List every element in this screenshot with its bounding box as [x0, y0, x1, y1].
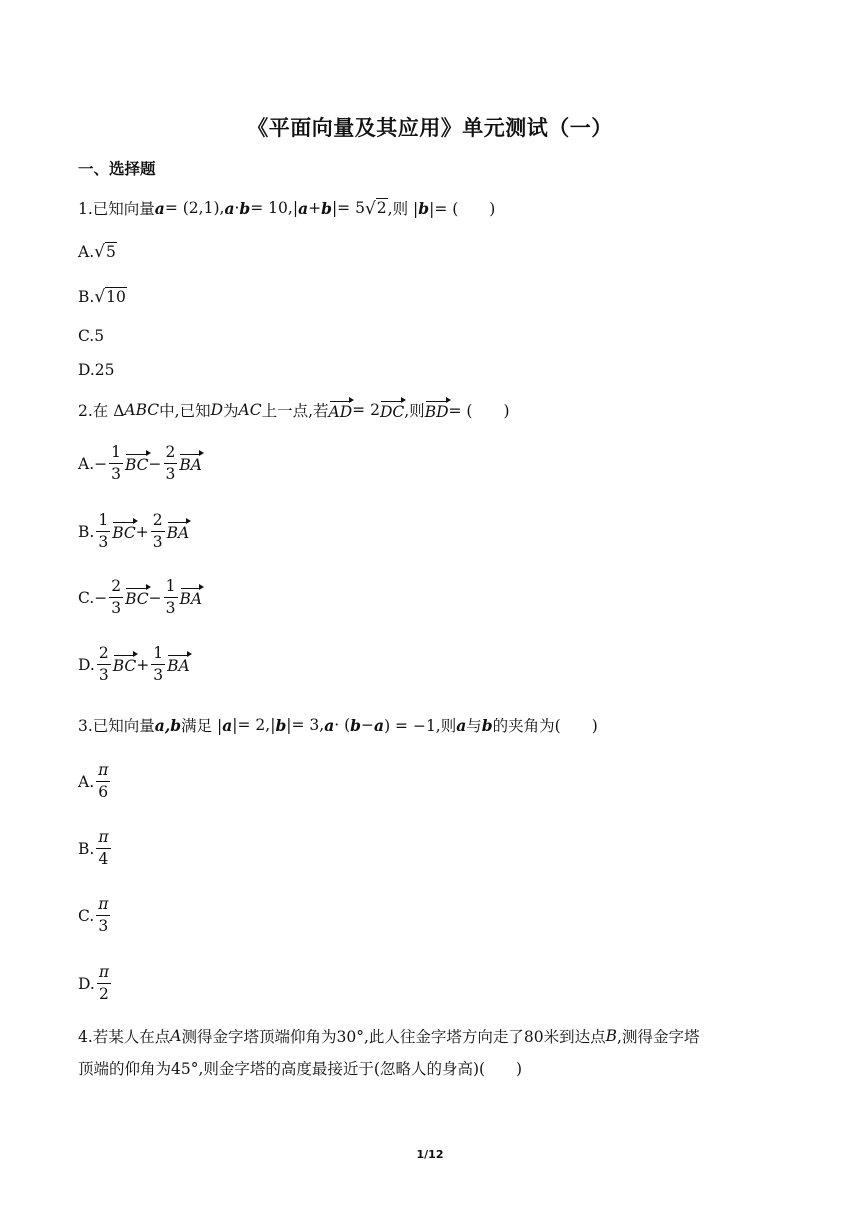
plus-sign: + [136, 655, 150, 674]
option-text: D.25 [78, 361, 115, 379]
q2-text: = ( ) [448, 402, 510, 420]
numerator: 2 [109, 578, 123, 598]
q1-opt-a-sqrt: √ 5 [94, 242, 116, 263]
question-4-stem-line2 [78, 1057, 522, 1079]
q2-option-b[interactable] [78, 512, 189, 551]
question-1-stem [78, 197, 495, 219]
denominator: 4 [98, 850, 109, 869]
q1-text: |= ( ) [429, 200, 496, 218]
q1-option-c[interactable] [78, 327, 104, 345]
q3-text: 的夹角为( ) [492, 717, 598, 735]
q1-text: = 10,| [250, 199, 299, 217]
vector-ba: BA [167, 521, 190, 542]
denominator: 3 [165, 599, 176, 618]
numerator: 2 [151, 512, 165, 532]
q4-text: 4.若某人在点 [78, 1028, 171, 1046]
vector-ba: BA [180, 587, 203, 608]
minus-sign: − [94, 588, 108, 607]
q4-point-a: A [170, 1027, 182, 1045]
q2-triangle: ABC [124, 401, 160, 419]
fraction [109, 444, 123, 483]
fraction [96, 762, 110, 801]
numerator: 2 [97, 645, 111, 665]
q3-text: 满足 | [181, 717, 223, 735]
numerator: 1 [109, 444, 123, 464]
denominator: 3 [98, 666, 109, 685]
denominator: 3 [98, 917, 109, 936]
q1-text: 1.已知向量 [78, 200, 155, 218]
plus-sign: + [135, 522, 149, 541]
q3-text: · ( [334, 716, 351, 734]
question-4-stem [78, 1025, 699, 1047]
q1-option-a[interactable] [78, 242, 117, 261]
fraction [164, 578, 178, 617]
q2-text: 为 [223, 402, 239, 420]
q1-vector-b: b [239, 198, 251, 218]
q1-option-b[interactable] [78, 287, 127, 306]
vector-ba: BA [179, 453, 202, 474]
option-label: A. [78, 454, 95, 473]
numerator: π [97, 964, 111, 984]
option-label: B. [78, 839, 95, 858]
vector-bc: BC [112, 521, 136, 542]
q3-vectors: a,b [154, 715, 182, 735]
denominator: 3 [98, 533, 109, 552]
q2-text: 上一点,若 [261, 402, 329, 420]
vector-ba: BA [167, 654, 190, 675]
vector-bc: BC [125, 453, 149, 474]
option-label: B. [78, 522, 95, 541]
q1-opt-b-sqrt: √ 10 [94, 287, 126, 308]
q3-text: 3.已知向量 [78, 717, 155, 735]
q2-segment-ac: AC [238, 401, 262, 419]
q2-vector-ad: AD [329, 400, 353, 421]
q1-vector-a: a [224, 198, 235, 218]
q1-vector-b: b [321, 198, 332, 218]
q2-option-d[interactable] [78, 645, 190, 684]
q3-text: − [361, 716, 375, 734]
denominator: 3 [153, 666, 164, 685]
fraction [96, 829, 110, 868]
numerator: 1 [96, 512, 110, 532]
vector-bc: BC [125, 587, 149, 608]
option-label: C. [78, 588, 95, 607]
denominator: 2 [98, 985, 109, 1004]
q3-option-b[interactable] [78, 829, 113, 868]
q3-text: ) = −1,则 [384, 717, 457, 735]
q1-text: ,则 | [387, 200, 419, 218]
q2-option-a[interactable] [78, 444, 202, 483]
denominator: 3 [111, 465, 121, 484]
numerator: π [96, 762, 110, 782]
q1-opt-a-value: 5 [105, 243, 116, 261]
q3-option-c[interactable] [78, 896, 112, 935]
q3-vector-b: b [275, 715, 287, 735]
q4-text: 测得金字塔顶端仰角为30°,此人往金字塔方向走了80米到达点 [181, 1028, 606, 1046]
q2-point-d: D [210, 401, 224, 419]
minus-sign: − [94, 454, 108, 473]
numerator: π [96, 896, 110, 916]
fraction [164, 444, 178, 483]
minus-sign: − [148, 588, 162, 607]
q2-text: ,则 [404, 402, 425, 420]
q1-text: · [234, 199, 240, 217]
denominator: 3 [152, 533, 163, 552]
q3-vector-b: b [481, 715, 493, 735]
q3-text: |= 2,| [232, 716, 276, 734]
q3-vector-a: a [456, 715, 467, 735]
option-label: D. [78, 974, 95, 993]
q1-vector-a: a [154, 198, 165, 218]
q4-point-b: B [605, 1027, 618, 1045]
q1-vector-b: b [418, 198, 430, 218]
option-label: A. [78, 772, 95, 791]
question-3-stem [78, 714, 598, 736]
denominator: 3 [111, 599, 122, 618]
page-title: 《平面向量及其应用》单元测试（一） [247, 116, 613, 140]
fraction [97, 645, 111, 684]
vector-bc: BC [113, 654, 137, 675]
numerator: 1 [164, 578, 178, 598]
option-label: B. [78, 287, 95, 306]
page-number: 1/12 [416, 1148, 444, 1161]
option-text: C.5 [78, 327, 105, 345]
q3-option-d[interactable] [78, 964, 113, 1003]
q3-vector-a: a [324, 715, 335, 735]
q3-text: 与 [466, 717, 482, 735]
numerator: 2 [164, 444, 178, 464]
q1-sqrt: √ 2 [364, 198, 387, 219]
q1-sqrt-arg: 2 [376, 199, 387, 218]
q4-text: ,测得金字塔 [617, 1028, 700, 1046]
fraction [151, 512, 165, 551]
fraction [96, 896, 110, 935]
numerator: 1 [151, 645, 165, 665]
q3-vector-b: b [350, 715, 362, 735]
q1-opt-b-value: 10 [106, 288, 126, 306]
q3-vector-a: a [374, 715, 385, 735]
q4-text: 顶端的仰角为45°,则金字塔的高度最接近于(忽略人的身高)( ) [78, 1060, 523, 1078]
question-2-stem [78, 399, 510, 421]
q2-text: 2.在 Δ [78, 402, 125, 420]
option-label: A. [78, 242, 95, 261]
fraction [97, 964, 111, 1003]
numerator: π [96, 829, 110, 849]
q2-text: 中,已知 [159, 402, 211, 420]
denominator: 6 [98, 783, 109, 802]
q1-text: = (2,1), [164, 199, 225, 217]
q2-vector-bd: BD [425, 400, 449, 421]
option-label: D. [78, 655, 95, 674]
section-heading: 一、选择题 [78, 160, 156, 178]
fraction [96, 512, 110, 551]
q3-vector-a: a [222, 715, 233, 735]
q1-text: + [308, 199, 322, 217]
option-label: C. [78, 906, 95, 925]
q1-text: |= 5 [331, 199, 365, 217]
q3-text: |= 3, [286, 716, 325, 734]
q2-option-c[interactable] [78, 578, 202, 617]
q1-option-d[interactable] [78, 361, 115, 379]
fraction [109, 578, 123, 617]
denominator: 3 [165, 465, 176, 484]
q2-vector-dc: DC [380, 400, 404, 421]
q2-text: = 2 [352, 401, 380, 419]
fraction [151, 645, 165, 684]
q1-vector-a: a [298, 198, 309, 218]
minus-sign: − [148, 454, 162, 473]
q3-option-a[interactable] [78, 762, 112, 801]
